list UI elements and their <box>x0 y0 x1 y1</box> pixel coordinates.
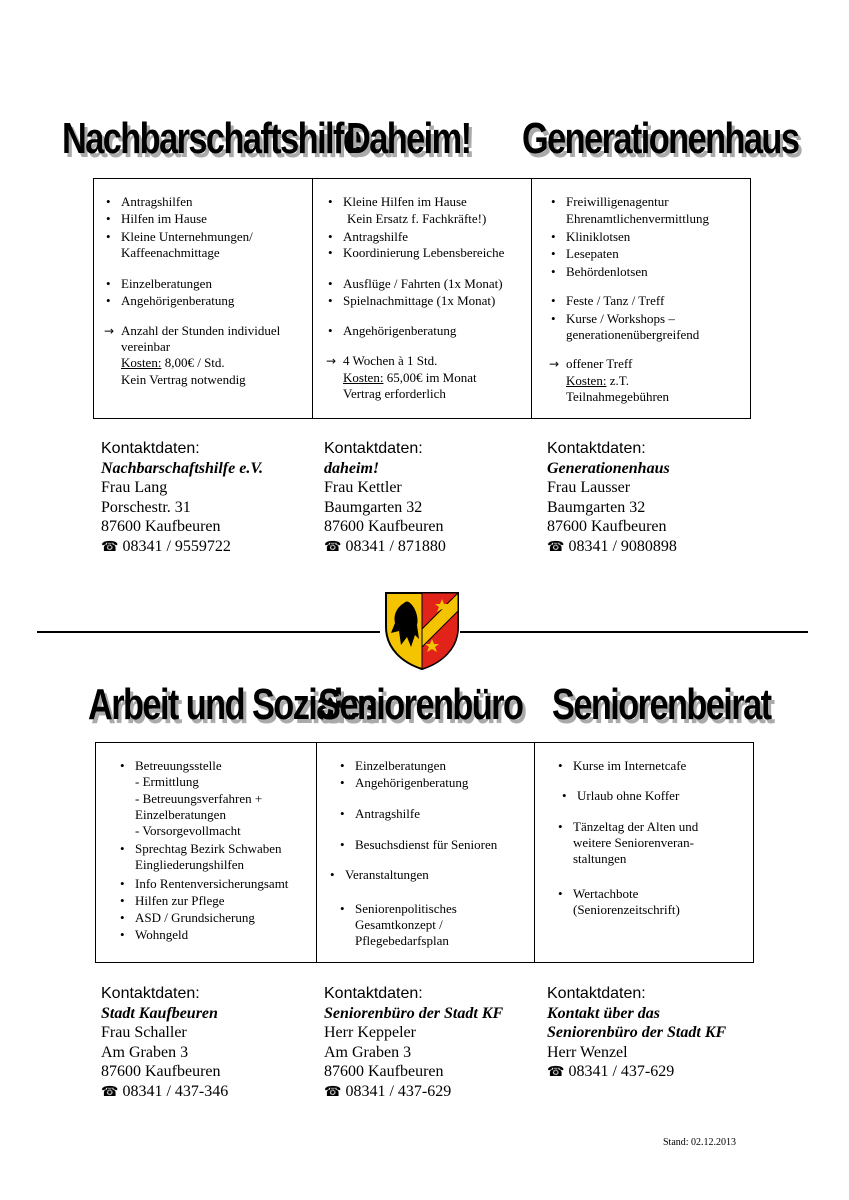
list-item: • Koordinierung Lebensbereiche <box>343 245 504 261</box>
list-item-continued: Teilnahmegebühren <box>566 389 670 404</box>
contact-org: daheim! <box>324 459 380 477</box>
list-item: • Wohngeld <box>135 927 188 943</box>
top-col-daheim <box>312 179 532 418</box>
contact-phone: ☎ 08341 / 9559722 <box>101 537 263 558</box>
contact-heading: Kontaktdaten: <box>547 985 646 1002</box>
list-item-continued: weitere Seniorenveran- <box>573 835 694 850</box>
list-item-arrow: → 4 Wochen à 1 Std. <box>343 353 437 369</box>
list-item-continued: vereinbar <box>121 339 171 354</box>
contact-city: 87600 Kaufbeuren <box>324 518 444 535</box>
list-item: • ASD / Grundsicherung <box>135 910 255 926</box>
contact-phone: ☎ 08341 / 437-629 <box>324 1082 503 1103</box>
contact-person: Frau Lausser <box>547 479 631 496</box>
contact-city: 87600 Kaufbeuren <box>101 1063 221 1080</box>
contact-generationenhaus <box>547 439 677 557</box>
coat-of-arms-icon <box>383 589 461 671</box>
list-item: • Besuchsdienst für Senioren <box>355 837 497 853</box>
list-item: • Veranstaltungen <box>345 867 429 883</box>
contact-org: Nachbarschaftshilfe e.V. <box>101 459 263 477</box>
stand-date: Stand: 02.12.2013 <box>663 1137 737 1148</box>
cost-value: 8,00€ / Std. <box>164 355 225 370</box>
contact-seniorenbuero <box>324 984 503 1102</box>
list-item: • Urlaub ohne Koffer <box>577 788 679 804</box>
bottom-services-table <box>95 742 754 963</box>
contact-city: 87600 Kaufbeuren <box>324 1063 444 1080</box>
contact-heading: Kontaktdaten: <box>324 985 423 1002</box>
contact-nachbarschaftshilfe <box>101 439 263 557</box>
list-item: • Spielnachmittage (1x Monat) <box>343 293 495 309</box>
list-item: • Freiwilligenagentur <box>566 194 669 210</box>
list-item: • Kliniklotsen <box>566 229 630 245</box>
cost-label: Kosten: <box>343 370 384 385</box>
list-item-arrow: → Anzahl der Stunden individuel <box>121 323 280 339</box>
list-item-continued: - Vorsorgevollmacht <box>135 823 241 838</box>
headline-daheim: Daheim! <box>346 114 471 163</box>
bottom-col-arbeit-und-soziales <box>96 743 316 962</box>
contact-city: 87600 Kaufbeuren <box>547 518 667 535</box>
contact-heading: Kontaktdaten: <box>547 440 646 457</box>
list-item: • Sprechtag Bezirk Schwaben <box>135 841 282 857</box>
top-services-table <box>93 178 751 419</box>
contact-phone: ☎ 08341 / 437-346 <box>101 1082 228 1103</box>
contact-street: Baumgarten 32 <box>547 498 646 516</box>
list-item-continued: staltungen <box>573 851 627 866</box>
list-item: • Seniorenpolitisches <box>355 901 457 917</box>
contact-heading: Kontaktdaten: <box>101 440 200 457</box>
list-item: • Betreuungsstelle <box>135 758 222 774</box>
list-item: • Tänzeltag der Alten und <box>573 819 698 835</box>
contact-org: Stadt Kaufbeuren <box>101 1004 218 1022</box>
list-item: • Angehörigenberatung <box>121 293 234 309</box>
contact-heading: Kontaktdaten: <box>324 440 423 457</box>
list-item-continued: Pflegebedarfsplan <box>355 933 449 948</box>
list-item-continued: Eingliederungshilfen <box>135 857 245 872</box>
list-item-continued: - Betreuungsverfahren + <box>135 791 263 806</box>
list-item: • Hilfen im Hause <box>121 211 207 227</box>
contact-stadt-kaufbeuren <box>101 984 228 1102</box>
cost-value: z.T. <box>609 373 629 388</box>
contact-heading: Kontaktdaten: <box>101 985 200 1002</box>
contact-street: Porschestr. 31 <box>101 498 191 516</box>
list-item: • Ausflüge / Fahrten (1x Monat) <box>343 276 503 292</box>
list-item-continued: Kein Ersatz f. Fachkräfte!) <box>347 211 487 226</box>
contact-seniorenbeirat <box>547 984 726 1083</box>
list-item-arrow: → offener Treff <box>566 356 632 372</box>
list-item: • Feste / Tanz / Treff <box>566 293 664 309</box>
list-item: • Hilfen zur Pflege <box>135 893 225 909</box>
contact-org: Kontakt über das <box>547 1004 660 1022</box>
list-item: • Angehörigenberatung <box>355 775 468 791</box>
contact-org: Generationenhaus <box>547 459 670 477</box>
cost-line <box>121 355 225 371</box>
cost-line <box>566 373 629 389</box>
contact-phone: ☎ 08341 / 871880 <box>324 537 446 558</box>
divider-right <box>460 631 808 633</box>
top-col-nachbarschaftshilfe <box>94 179 312 418</box>
list-item: • Kleine Unternehmungen/ <box>121 229 253 245</box>
bottom-col-seniorenbuero <box>316 743 535 962</box>
divider-left <box>37 631 380 633</box>
cost-label: Kosten: <box>566 373 607 388</box>
contact-org: Seniorenbüro der Stadt KF <box>324 1004 504 1022</box>
list-item-continued: Kaffeenachmittage <box>121 245 220 260</box>
list-item: • Kurse im Internetcafe <box>573 758 686 774</box>
headline-seniorenbuero: Seniorenbüro <box>318 680 523 729</box>
contact-person: Frau Schaller <box>101 1024 187 1041</box>
contact-phone: ☎ 08341 / 9080898 <box>547 537 677 558</box>
contact-person: Frau Kettler <box>324 479 402 496</box>
list-item: • Antragshilfe <box>343 229 408 245</box>
list-item-continued: Ehrenamtlichenvermittlung <box>566 211 709 226</box>
list-item: • Antragshilfe <box>355 806 420 822</box>
list-item: • Wertachbote <box>573 886 638 902</box>
headline-nachbarschaftshilfe: Nachbarschaftshilfe <box>62 114 361 163</box>
list-item: • Lesepaten <box>566 246 619 262</box>
cost-line <box>343 370 477 386</box>
list-item: • Kleine Hilfen im Hause <box>343 194 467 210</box>
contact-org-line2: Seniorenbüro der Stadt KF <box>547 1024 727 1041</box>
list-item-continued: Kein Vertrag notwendig <box>121 372 246 387</box>
headline-arbeit-und-soziales: Arbeit und Soziales <box>88 680 377 729</box>
list-item: • Antragshilfen <box>121 194 192 210</box>
list-item: • Einzelberatungen <box>355 758 446 774</box>
contact-phone: ☎ 08341 / 437-629 <box>547 1062 726 1083</box>
contact-city: 87600 Kaufbeuren <box>101 518 221 535</box>
cost-label: Kosten: <box>121 355 162 370</box>
list-item: • Einzelberatungen <box>121 276 212 292</box>
contact-person: Herr Wenzel <box>547 1043 628 1061</box>
headline-generationenhaus: Generationenhaus <box>522 114 799 163</box>
headline-seniorenbeirat: Seniorenbeirat <box>552 680 771 729</box>
top-col-generationenhaus <box>531 179 751 418</box>
list-item-continued: generationenübergreifend <box>566 327 700 342</box>
contact-person: Herr Keppeler <box>324 1024 416 1041</box>
contact-person: Frau Lang <box>101 479 168 496</box>
contact-street: Baumgarten 32 <box>324 498 423 516</box>
list-item-continued: Einzelberatungen <box>135 807 226 822</box>
list-item-continued: - Ermittlung <box>135 774 199 789</box>
contact-street: Am Graben 3 <box>324 1043 412 1061</box>
list-item: • Kurse / Workshops – <box>566 311 675 327</box>
cost-value: 65,00€ im Monat <box>386 370 477 385</box>
list-item: • Info Rentenversicherungsamt <box>135 876 288 892</box>
list-item-continued: Vertrag erforderlich <box>343 386 446 401</box>
contact-street: Am Graben 3 <box>101 1043 189 1061</box>
list-item-continued: Gesamtkonzept / <box>355 917 443 932</box>
list-item: • Angehörigenberatung <box>343 323 456 339</box>
list-item-continued: (Seniorenzeitschrift) <box>573 902 680 917</box>
list-item: • Behördenlotsen <box>566 264 648 280</box>
bottom-col-seniorenbeirat <box>534 743 754 962</box>
contact-daheim <box>324 439 446 557</box>
